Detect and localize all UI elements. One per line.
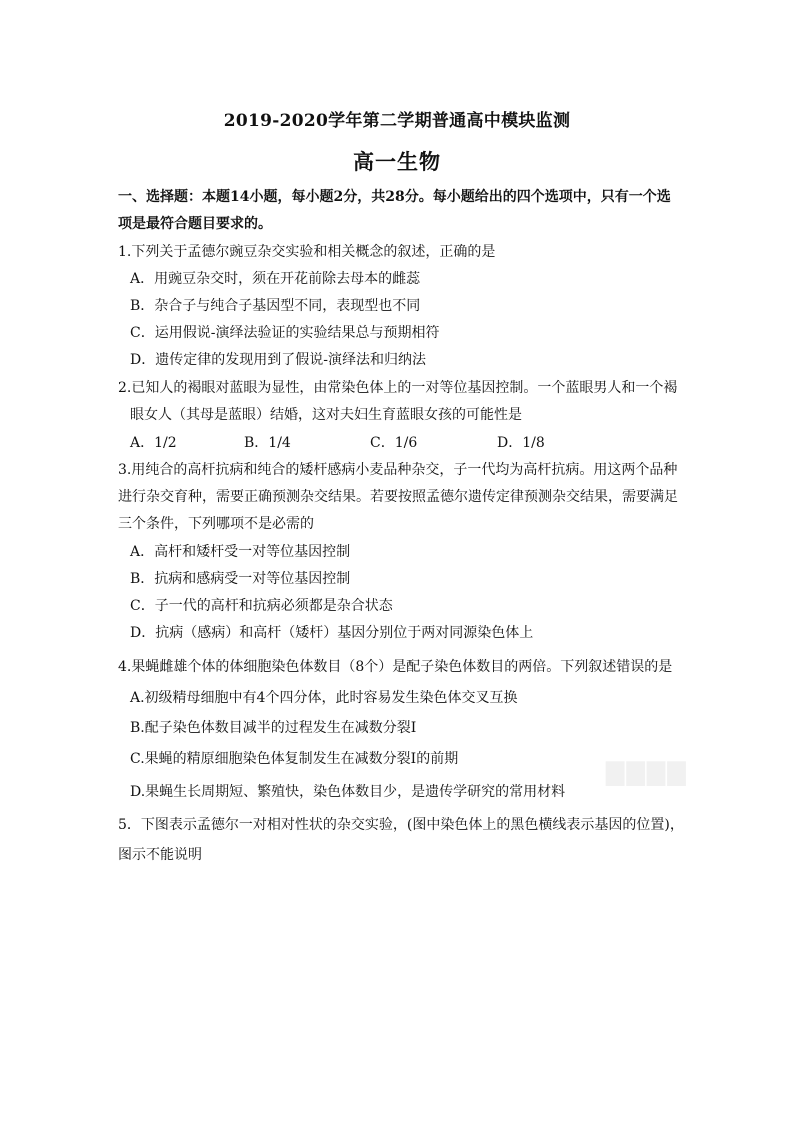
q3-stem-line1: 3.用纯合的高杆抗病和纯合的矮杆感病小麦品种杂交，子一代均为高杆抗病。用这两个品种 (118, 462, 678, 478)
q4-stem: 4.果蝇雌雄个体的体细胞染色体数目（8个）是配子染色体数目的两倍。下列叙述错误的是 (118, 659, 673, 675)
q4-option-c: C.果蝇的精原细胞染色体复制发生在减数分裂Ⅰ的前期 (130, 751, 459, 767)
q5-stem-line2: 图示不能说明 (118, 847, 202, 863)
q3-stem-line2: 进行杂交育种，需要正确预测杂交结果。若要按照孟德尔遗传定律预测杂交结果，需要满足 (118, 489, 678, 505)
q1-stem: 1.下列关于孟德尔豌豆杂交实验和相关概念的叙述，正确的是 (118, 244, 496, 260)
q3-option-a: A．高杆和矮杆受一对等位基因控制 (130, 544, 351, 560)
section-heading-line2: 项是最符合题目要求的。 (118, 216, 272, 232)
q3-option-d: D．抗病（感病）和高杆（矮杆）基因分别位于两对同源染色体上 (130, 625, 534, 641)
exam-title: 2019-2020学年第二学期普通高中模块监测 (223, 111, 571, 131)
q3-option-b: B．抗病和感病受一对等位基因控制 (130, 571, 351, 587)
q2-option-c: C．1/6 (370, 435, 418, 451)
q5-stem-line1: 5．下图表示孟德尔一对相对性状的杂交实验，(图中染色体上的黑色横线表示基因的位置)， (118, 817, 684, 833)
q2-stem-line1: 2.已知人的褐眼对蓝眼为显性，由常染色体上的一对等位基因控制。一个蓝眼男人和一个褐 (118, 380, 678, 396)
q4-option-d: D.果蝇生长周期短、繁殖快，染色体数目少，是遗传学研究的常用材料 (130, 784, 566, 800)
q2-option-b: B．1/4 (244, 435, 291, 451)
q1-option-b: B．杂合子与纯合子基因型不同，表现型也不同 (130, 298, 421, 314)
faint-watermark: ▇▇▇▇ (606, 757, 688, 786)
q1-option-c: C．运用假说-演绎法验证的实验结果总与预期相符 (130, 325, 440, 341)
q2-option-d: D．1/8 (497, 435, 545, 451)
q3-option-c: C．子一代的高杆和抗病必须都是杂合状态 (130, 598, 393, 614)
subject-title: 高一生物 (353, 149, 441, 174)
q1-option-a: A．用豌豆杂交时，须在开花前除去母本的雌蕊 (130, 271, 421, 287)
q4-option-a: A.初级精母细胞中有4个四分体，此时容易发生染色体交叉互换 (130, 690, 518, 706)
q4-option-b: B.配子染色体数目减半的过程发生在减数分裂Ⅰ (130, 720, 417, 736)
section-heading-line1: 一、选择题：本题14小题，每小题2分，共28分。每小题给出的四个选项中，只有一个选 (118, 189, 671, 205)
q2-option-a: A．1/2 (130, 435, 177, 451)
q3-stem-line3: 三个条件，下列哪项不是必需的 (118, 516, 314, 532)
q1-option-d: D．遗传定律的发现用到了假说-演绎法和归纳法 (130, 352, 426, 368)
q2-stem-line2: 眼女人（其母是蓝眼）结婚，这对夫妇生育蓝眼女孩的可能性是 (130, 407, 522, 423)
